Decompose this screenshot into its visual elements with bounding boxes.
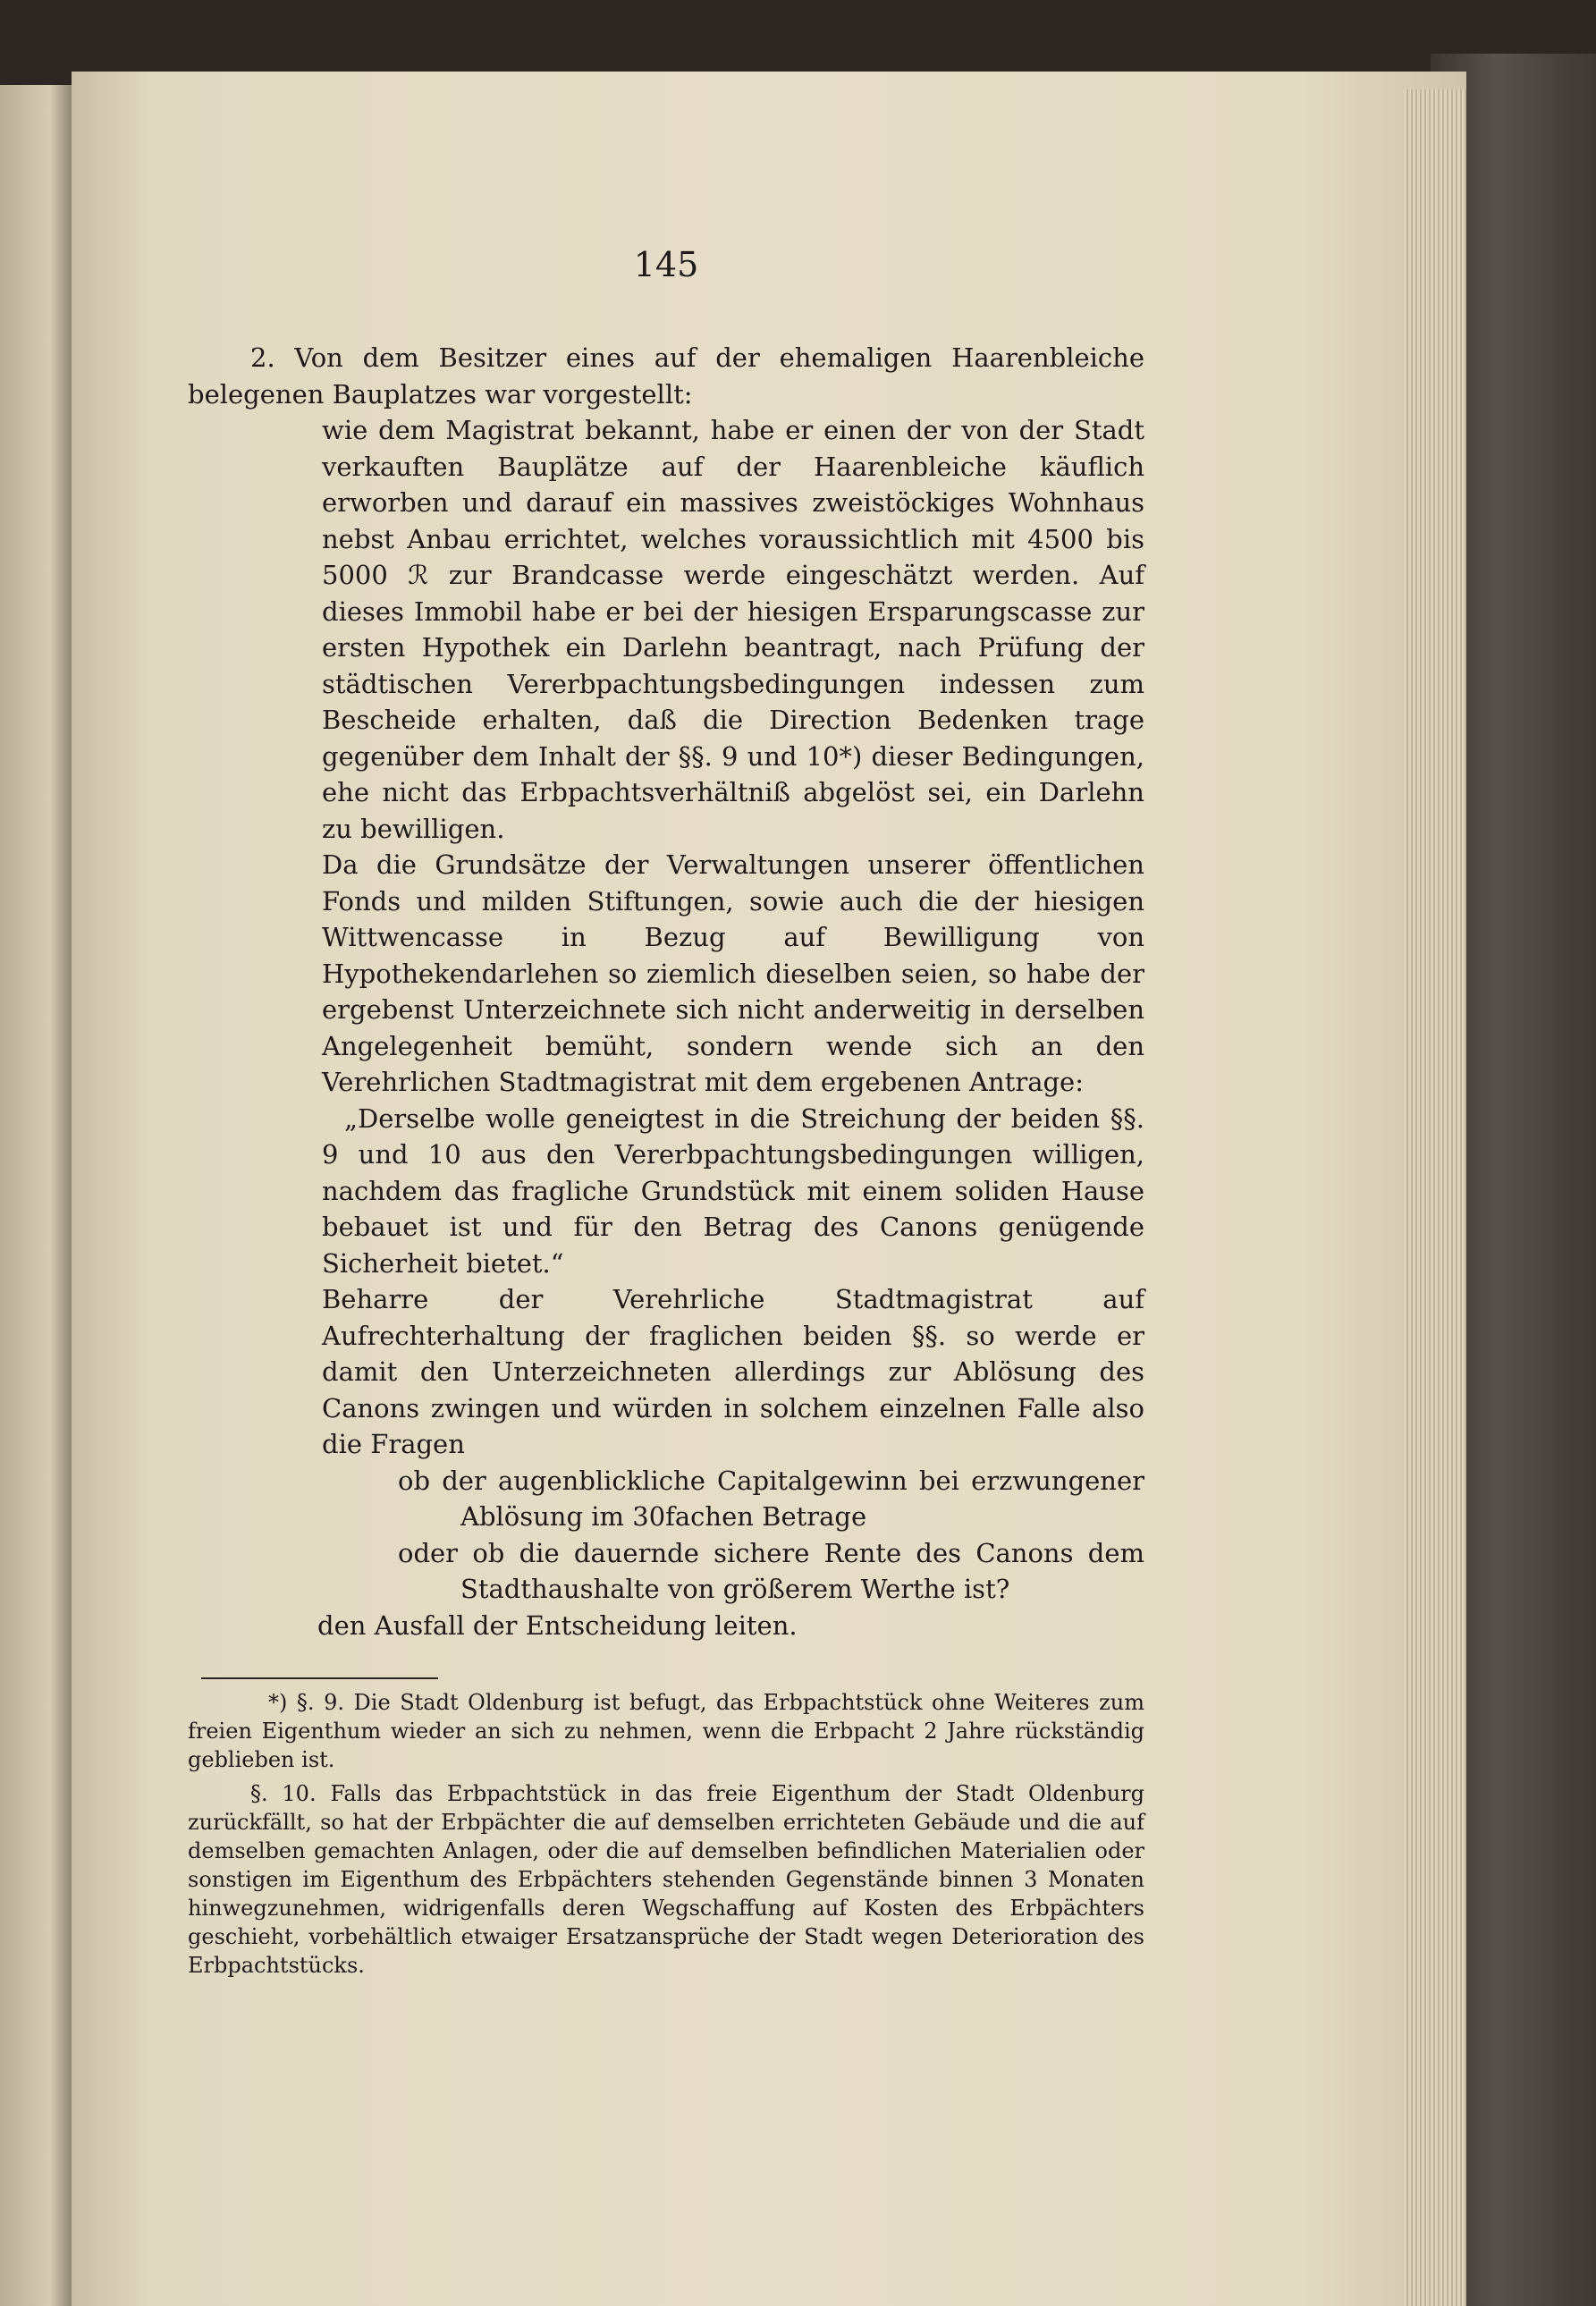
motion-quote: „Derselbe wolle geneigtest in die Streichung der beiden §§. 9 und 10 aus den Vererbpachtungsbedingungen willigen, nachdem das fragliche Grundstück mit einem soliden Hause bebauet ist und für den Betrag des Canons genügende Sicherheit bietet.“: [322, 1102, 1144, 1279]
item-intro: 2. Von dem Besitzer eines auf der ehemaligen Haarenbleiche belegenen Bauplatzes war vorgestellt:: [188, 342, 1144, 410]
question-one: ob der augenblickliche Capitalgewinn bei erzwungener Ablösung im 30fachen Betrage: [398, 1465, 1144, 1532]
left-page-edge: [0, 85, 72, 2306]
page-stack-edges: [1404, 89, 1466, 2306]
paragraph-da: [322, 847, 1144, 1101]
closing-line: den Ausfall der Entscheidung leiten.: [317, 1609, 798, 1641]
footnote-paragraph-9: *) §. 9. Die Stadt Oldenburg ist befugt, das Erbpachtstück ohne Weiteres zum freien Eigenthum wieder an sich zu nehmen, wenn die Erbpacht 2 Jahre rückständig geblieben ist.: [188, 1690, 1144, 1772]
question-two: oder ob die dauernde sichere Rente des Canons dem Stadthaushalte von größerem Werthe ist?: [398, 1537, 1144, 1604]
page-text: [188, 245, 1144, 1980]
page-number: 145: [633, 245, 699, 284]
paragraph-da-text: Da die Grundsätze der Verwaltungen unserer öffentlichen Fonds und milden Stiftungen, sowie auch die der hiesigen Wittwencasse in Bezug auf Bewilligung von Hypothekendarlehen so ziemlich dieselben seien, so habe der ergebenst Unterzeichnete sich nicht anderweitig in derselben Angelegenheit bemüht, sondern wende sich an den Verehrlichen Stadtmagistrat mit dem ergebenen Antrage:: [322, 849, 1144, 1097]
footnote-paragraph-10: §. 10. Falls das Erbpachtstück in das freie Eigenthum der Stadt Oldenburg zurückfällt, so hat der Erbpächter die auf demselben errichteten Gebäude und die auf demselben gemachten Anlagen, oder die auf demselben befindlichen Materialien oder sonstigen im Eigenthum des Erbpächters stehenden Gegenstände binnen 3 Monaten hinwegzunehmen, widrigenfalls deren Wegschaffung auf Kosten des Erbpächters geschieht, vorbehältlich etwaiger Ersatzansprüche der Stadt wegen Deterioration des Erbpachtstücks.: [188, 1781, 1144, 1978]
footnote-divider: [201, 1677, 438, 1679]
request-paragraph: wie dem Magistrat bekannt, habe er einen der von der Stadt verkauften Bauplätze auf der Haarenbleiche käuflich erworben und darauf ein massives zweistöckiges Wohnhaus nebst Anbau errichtet, welches voraussichtlich mit 4500 bis 5000 ℛ︀ zur Brandcasse werde eingeschätzt werden. Auf dieses Immobil habe er bei der hiesigen Ersparungscasse zur ersten Hypothek ein Darlehn beantragt, nach Prüfung der städtischen Vererbpachtungsbedingungen indessen zum Bescheide erhalten, daß die Direction Bedenken trage gegenüber dem Inhalt der §§. 9 und 10*) dieser Bedingungen, ehe nicht das Erbpachtsverhältniß abgelöst sei, ein Darlehn zu bewilligen.: [322, 415, 1144, 844]
paragraph-beharre: Beharre der Verehrliche Stadtmagistrat auf Aufrechterhaltung der fraglichen beiden §§. so werde er damit den Unterzeichneten allerdings zur Ablösung des Canons zwingen und würden in solchem einzelnen Falle also die Fragen: [322, 1284, 1144, 1459]
